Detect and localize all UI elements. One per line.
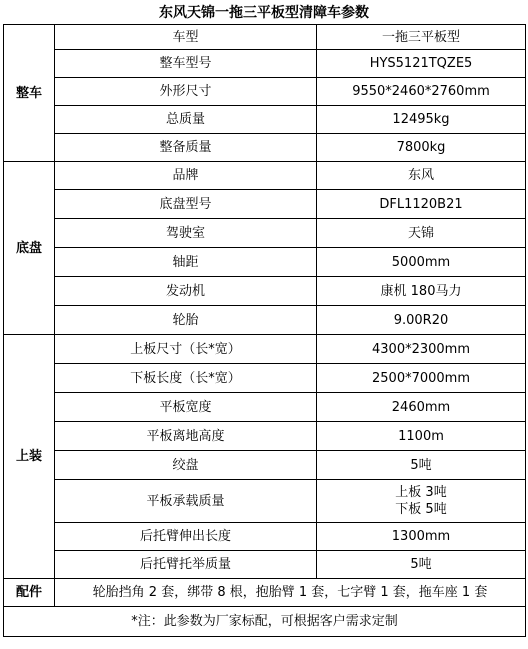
- section-label-chassis: 底盘: [4, 162, 55, 335]
- table-row: [4, 248, 526, 277]
- table-row: [4, 364, 526, 393]
- param-name: 车型: [55, 25, 317, 50]
- param-name: 平板承载质量: [55, 480, 317, 523]
- section-label-upper: 上装: [4, 335, 55, 579]
- param-name: 底盘型号: [55, 190, 317, 219]
- table-row: [4, 50, 526, 78]
- table-row: [4, 523, 526, 551]
- param-value: 1300mm: [317, 523, 526, 551]
- table-row: [4, 219, 526, 248]
- param-name: 整车型号: [55, 50, 317, 78]
- table-row: [4, 306, 526, 335]
- param-value: 9550*2460*2760mm: [317, 78, 526, 106]
- param-value: 1100m: [317, 422, 526, 451]
- param-name: 平板宽度: [55, 393, 317, 422]
- spec-table: [3, 24, 526, 637]
- param-value: 12495kg: [317, 106, 526, 134]
- param-name: 上板尺寸（长*宽）: [55, 335, 317, 364]
- table-row: [4, 106, 526, 134]
- param-value: 一拖三平板型: [317, 25, 526, 50]
- param-value: 4300*2300mm: [317, 335, 526, 364]
- param-name: 发动机: [55, 277, 317, 306]
- param-name: 平板离地高度: [55, 422, 317, 451]
- param-value: [317, 480, 526, 523]
- param-name: 总质量: [55, 106, 317, 134]
- param-name: 品牌: [55, 162, 317, 190]
- param-name: 外形尺寸: [55, 78, 317, 106]
- param-value: 9.00R20: [317, 306, 526, 335]
- table-row: [4, 393, 526, 422]
- param-name: 整备质量: [55, 134, 317, 162]
- param-name: 轮胎: [55, 306, 317, 335]
- param-value: DFL1120B21: [317, 190, 526, 219]
- param-value: 5吨: [317, 451, 526, 480]
- param-value: 2460mm: [317, 393, 526, 422]
- param-name: 后托臂伸出长度: [55, 523, 317, 551]
- param-value: 5吨: [317, 551, 526, 579]
- param-value: 东风: [317, 162, 526, 190]
- table-row: [4, 78, 526, 106]
- param-value: HYS5121TQZE5: [317, 50, 526, 78]
- param-value: 5000mm: [317, 248, 526, 277]
- section-label-whole: 整车: [4, 25, 55, 162]
- table-row: [4, 25, 526, 50]
- param-value: 7800kg: [317, 134, 526, 162]
- table-row: [4, 134, 526, 162]
- table-row: [4, 277, 526, 306]
- param-value: 2500*7000mm: [317, 364, 526, 393]
- value-line-lower-board: 下板 5吨: [395, 502, 447, 517]
- table-row: [4, 422, 526, 451]
- footnote: *注：此参数为厂家标配，可根据客户需求定制: [4, 607, 526, 637]
- table-row: [4, 579, 526, 607]
- param-name: 驾驶室: [55, 219, 317, 248]
- param-value: 天锦: [317, 219, 526, 248]
- param-name: 绞盘: [55, 451, 317, 480]
- table-row: [4, 480, 526, 523]
- value-line-upper-board: 上板 3吨: [395, 485, 447, 500]
- param-name: 下板长度（长*宽）: [55, 364, 317, 393]
- table-row: [4, 451, 526, 480]
- page-title: 东风天锦一拖三平板型清障车参数: [159, 5, 369, 21]
- table-row: [4, 162, 526, 190]
- accessories-value: 轮胎挡角 2 套，绑带 8 根，抱胎臂 1 套，七字臂 1 套，拖车座 1 套: [55, 579, 526, 607]
- param-value: 康机 180马力: [317, 277, 526, 306]
- table-row: [4, 551, 526, 579]
- table-row: [4, 607, 526, 637]
- table-row: [4, 335, 526, 364]
- param-name: 轴距: [55, 248, 317, 277]
- table-row: [4, 190, 526, 219]
- section-label-accessories: 配件: [4, 579, 55, 607]
- param-name: 后托臂托举质量: [55, 551, 317, 579]
